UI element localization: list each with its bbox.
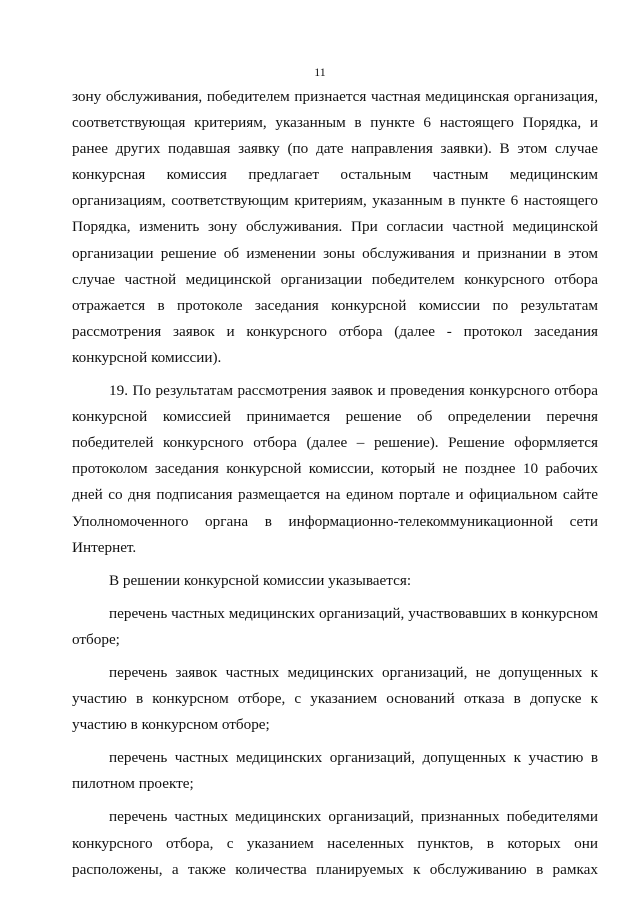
paragraph-list-rejected: перечень заявок частных медицинских организаций, не допущенных к участию в конкурсном отборе, с указанием оснований отказа в допуске к участию в конкурсном отборе; [72,663,598,734]
paragraph-decision-intro: В решении конкурсной комиссии указывается: [109,571,412,589]
paragraph-list-winners: перечень частных медицинских организаций, признанных победителями конкурсного отбора, с указанием населенных пунктов, в которых они расположены, а также количества планируемых к обслуживанию в рамках [72,808,598,878]
page-number: 11 [314,65,326,79]
document-body [72,84,598,883]
paragraph-list-admitted: перечень частных медицинских организаций, допущенных к участию в пилотном проекте; [72,749,598,793]
paragraph-item-19: 19. По результатам рассмотрения заявок и проведения конкурсного отбора конкурсной комиссией принимается решение об определении перечня победителей конкурсного отбора (далее – решение). Решение оформляется протоколом заседания конкурсной комиссии, который не позднее 10 рабочих дней со дня подписания размещается на едином портале и официальном сайте Уполномоченного органа в информационно-телекоммуникационной сети Интернет. [72,382,598,556]
paragraph-list-participants: перечень частных медицинских организаций, участвовавших в конкурсном отборе; [72,604,598,648]
paragraph-zone-winner: зону обслуживания, победителем признается частная медицинская организация, соответствующая критериям, указанным в пункте 6 настоящего Порядка, и ранее других подавшая заявку (по дате направления заявки). В этом случае конкурсная комиссия предлагает остальным частным медицинским организациям, соответствующим критериям, указанным в пункте 6 настоящего Порядка, изменить зону обслуживания. При согласии частной медицинской организации решение об изменении зоны обслуживания и признании в этом случае частной медицинской организации победителем конкурсного отбора отражается в протоколе заседания конкурсной комиссии по результатам рассмотрения заявок и конкурсного отбора (далее - протокол заседания конкурсной комиссии). [72,88,598,366]
